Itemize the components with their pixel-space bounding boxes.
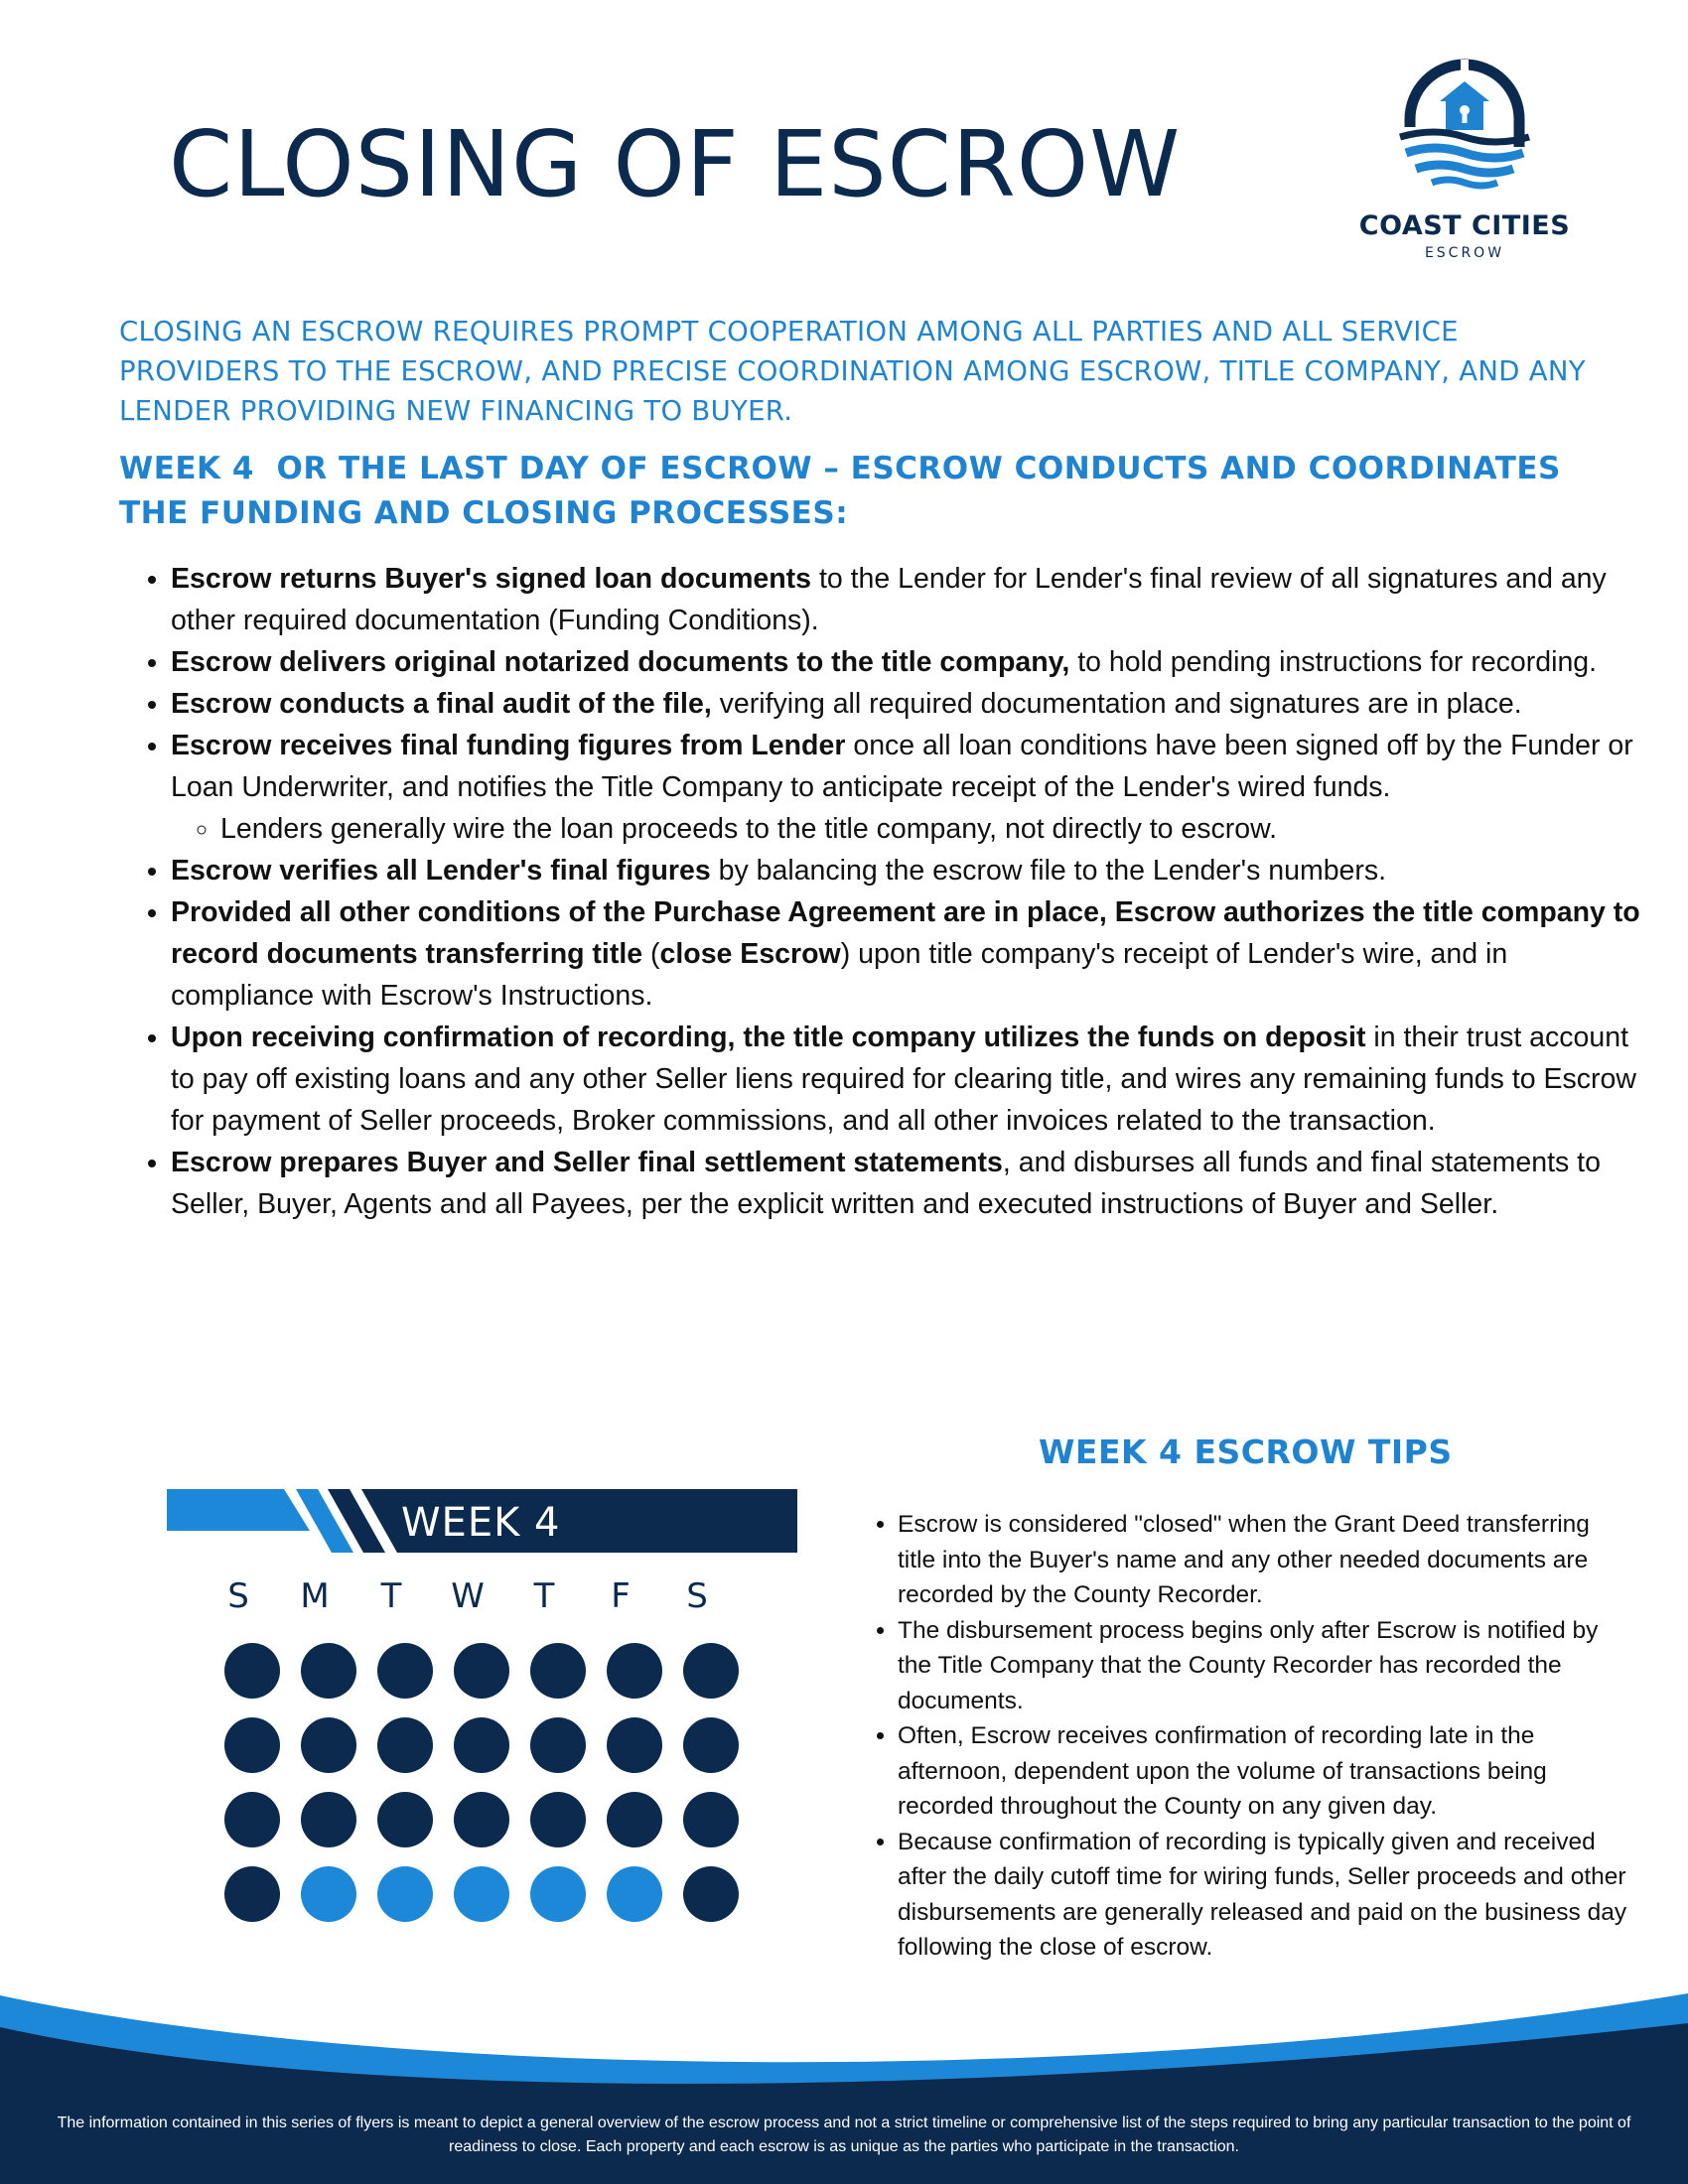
day-header-tue: T: [380, 1576, 402, 1616]
step-item: [171, 1017, 1640, 1142]
calendar-day-dot: [454, 1792, 509, 1847]
calendar-day-dot: [454, 1717, 509, 1773]
calendar-day-dot: [607, 1792, 662, 1847]
calendar-day-dot-highlighted: [301, 1866, 356, 1922]
day-header-sun: S: [227, 1576, 249, 1616]
step-bold: Escrow conducts a final audit of the file,: [171, 688, 712, 720]
calendar-day-dot: [607, 1717, 662, 1773]
calendar-day-dot: [530, 1643, 586, 1699]
calendar-day-dot: [530, 1792, 586, 1847]
step-text: verifying all required documentation and signatures are in place.: [711, 688, 1522, 720]
calendar-day-dot-highlighted: [607, 1866, 662, 1922]
calendar-day-dot: [301, 1792, 356, 1847]
tip-item: • Escrow is considered "closed" when the Grant Deed transferring title into the Buyer's name and any other needed documents are recorded by the County Recorder.: [898, 1507, 1632, 1613]
step-text: to hold pending instructions for recording.: [1069, 646, 1598, 678]
step-bold: Provided all other conditions of the Purchase Agreement are in place, Escrow authorizes the title company to record documents transferring title: [171, 896, 1640, 970]
calendar-day-dot: [377, 1792, 433, 1847]
calendar-day-dot: [377, 1717, 433, 1773]
day-header-fri: F: [611, 1576, 631, 1616]
step-item: [171, 850, 1640, 891]
intro-paragraph: CLOSING AN ESCROW REQUIRES PROMPT COOPERATION AMONG ALL PARTIES AND ALL SERVICE PROVIDERS TO THE ESCROW, AND PRECISE COORDINATION AMONG ESCROW, TITLE COMPANY, AND ANY LENDER PROVIDING NEW FINANCING TO BUYER.: [119, 316, 1586, 427]
step-item: [171, 891, 1640, 1017]
banner-accent-stripe: [167, 1489, 310, 1531]
tip-item: • Because confirmation of recording is typically given and received after the daily cutoff time for wiring funds, Seller proceeds and other disbursements are generally released and paid on the business day following the close of escrow.: [898, 1825, 1632, 1966]
step-item: [171, 725, 1640, 850]
calendar-day-headers: [209, 1576, 745, 1626]
tips-heading: WEEK 4 ESCROW TIPS: [1039, 1433, 1453, 1471]
step-text-paren: (: [642, 938, 660, 970]
tip-item: • The disbursement process begins only after Escrow is notified by the Title Company that the County Recorder has recorded the documents.: [898, 1613, 1632, 1719]
calendar-day-dot: [683, 1792, 739, 1847]
calendar-day-dot: [683, 1717, 739, 1773]
calendar-day-dot: [530, 1717, 586, 1773]
calendar-day-dot: [224, 1643, 280, 1699]
step-item: [171, 683, 1640, 725]
page-title: CLOSING OF ESCROW: [169, 111, 1182, 217]
step-text: once all loan conditions have been signed off by the Funder or Loan Underwriter, and notifies the Title Company to anticipate receipt of the Lender's wired funds.: [171, 730, 1633, 803]
step-bold-close-escrow: close Escrow: [659, 938, 841, 970]
tip-item: • Often, Escrow receives confirmation of recording late in the afternoon, dependent upon the volume of transactions being recorded throughout the County on any given day.: [898, 1718, 1632, 1825]
calendar-day-dot-highlighted: [530, 1866, 586, 1922]
calendar-day-dot-highlighted: [377, 1866, 433, 1922]
calendar-day-dot: [301, 1643, 356, 1699]
calendar-day-dot-highlighted: [454, 1866, 509, 1922]
logo-company-name: COAST CITIES: [1358, 210, 1571, 241]
company-logo: [1350, 58, 1579, 286]
step-text: , and disburses all funds and final statements to Seller, Buyer, Agents and all Payees, per the explicit written and executed instructions of Buyer and Seller.: [171, 1147, 1601, 1220]
step-text: ) upon title company's receipt of Lender's wire, and in compliance with Escrow's Instructions.: [171, 938, 1508, 1012]
step-bold: Escrow returns Buyer's signed loan documents: [171, 563, 812, 595]
step-bold: Upon receiving confirmation of recording, the title company utilizes the funds on deposit: [171, 1022, 1366, 1053]
logo-company-subtitle: ESCROW: [1424, 245, 1505, 261]
calendar-day-dot: [301, 1717, 356, 1773]
calendar-day-dot: [683, 1643, 739, 1699]
week-heading: WEEK 4 OR THE LAST DAY OF ESCROW – ESCROW CONDUCTS AND COORDINATES THE FUNDING AND CLOSING PROCESSES:: [119, 451, 1573, 531]
house-keyhole-waves-icon: [1390, 58, 1539, 197]
closing-steps-list: [119, 558, 1640, 1225]
step-text: to the Lender for Lender's final review of all signatures and any other required documentation (Funding Conditions).: [171, 563, 1607, 636]
step-text: in their trust account to pay off existing loans and any other Seller liens required for clearing title, and wires any remaining funds to Escrow for payment of Seller proceeds, Broker commissions, and all other invoices related to the transaction.: [171, 1022, 1636, 1137]
calendar-day-dot: [224, 1866, 280, 1922]
step-item: [171, 558, 1640, 641]
day-header-wed: W: [451, 1576, 485, 1616]
step-text: by balancing the escrow file to the Lender's numbers.: [710, 855, 1387, 887]
step-bold: Escrow receives final funding figures from Lender: [171, 730, 846, 761]
calendar-day-dot: [683, 1866, 739, 1922]
step-sub-list: [171, 808, 1640, 850]
calendar-day-dot: [607, 1643, 662, 1699]
escrow-tips-list: [856, 1507, 1632, 1966]
calendar-day-dot: [224, 1792, 280, 1847]
step-item: [171, 641, 1640, 683]
calendar-day-dot: [454, 1643, 509, 1699]
step-bold: Escrow verifies all Lender's final figures: [171, 855, 711, 887]
day-header-thu: T: [533, 1576, 555, 1616]
step-item: [171, 1142, 1640, 1225]
calendar-week-label: WEEK 4: [401, 1500, 561, 1546]
day-header-sat: S: [686, 1576, 708, 1616]
day-header-mon: M: [300, 1576, 330, 1616]
calendar-day-dot: [224, 1717, 280, 1773]
footer-disclaimer: The information contained in this series of flyers is meant to depict a general overview of the escrow process and not a strict timeline or comprehensive list of the steps required to bring any particular transaction to the point of readiness to close. Each property and each escrow is as unique as the parties who participate in the transaction.: [57, 2115, 1631, 2155]
calendar-day-dot: [377, 1643, 433, 1699]
step-sub-item: ◦ Lenders generally wire the loan proceeds to the title company, not directly to escrow.: [220, 808, 1640, 850]
step-bold: Escrow prepares Buyer and Seller final settlement statements: [171, 1147, 1003, 1178]
step-bold: Escrow delivers original notarized documents to the title company,: [171, 646, 1070, 678]
